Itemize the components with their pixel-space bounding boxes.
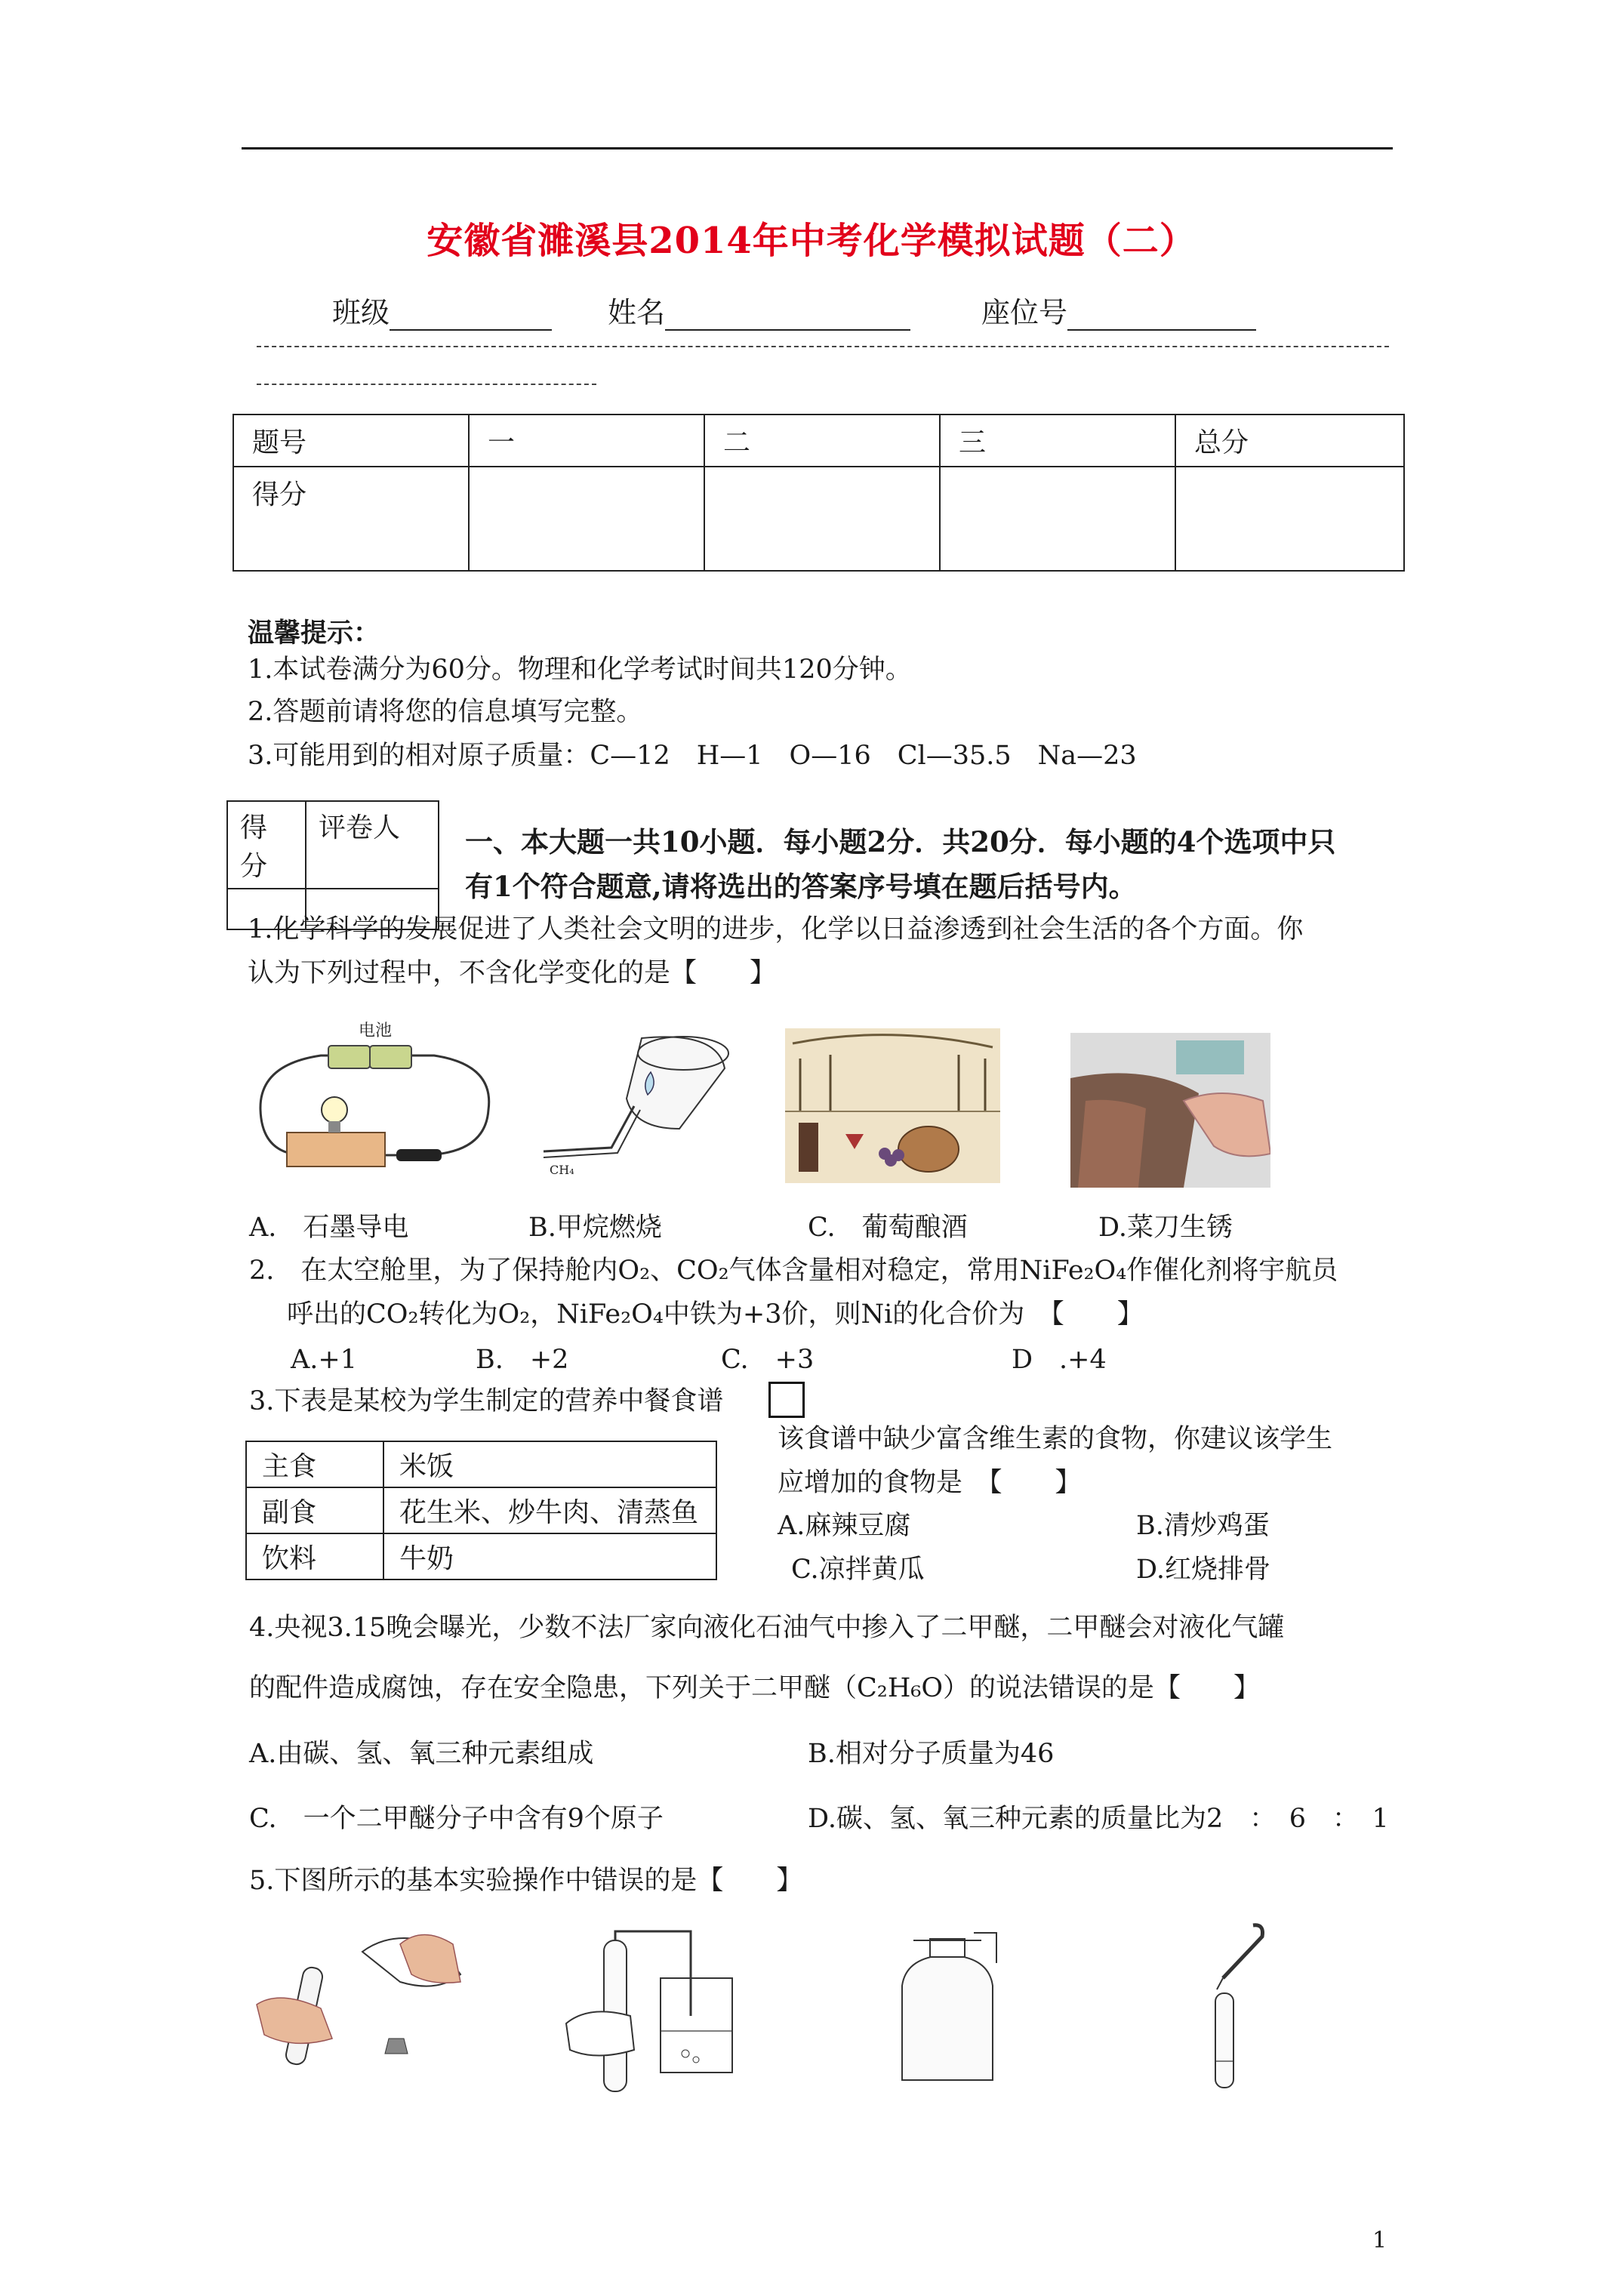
q3-stem: 3.下表是某校为学生制定的营养中餐食谱 bbox=[249, 1386, 724, 1416]
class-label: 班级 bbox=[332, 296, 390, 329]
seat-label: 座位号 bbox=[981, 296, 1068, 329]
q4-stem: 4.央视3.15晚会曝光，少数不法厂家向液化石油气中掺入了二甲醚，二甲醚会对液化气罐 bbox=[249, 1613, 1285, 1643]
q3-stem: 应增加的食物是 【 】 bbox=[778, 1468, 1082, 1498]
score-header-cell: 三 bbox=[940, 415, 1175, 467]
knife-rust-image bbox=[1070, 1033, 1270, 1188]
tips-heading: 温馨提示： bbox=[248, 618, 380, 649]
score-cell[interactable] bbox=[1175, 467, 1404, 571]
class-field[interactable] bbox=[332, 289, 552, 331]
cut-line bbox=[257, 384, 596, 385]
battery-label: 电池 bbox=[359, 1022, 393, 1040]
menu-value: 花生米、炒牛肉、清蒸鱼 bbox=[383, 1487, 716, 1533]
q2-option-b[interactable]: B. +2 bbox=[476, 1345, 569, 1375]
header-rule bbox=[242, 147, 1393, 149]
q2-option-a[interactable]: A.+1 bbox=[291, 1345, 357, 1375]
menu-key: 饮料 bbox=[246, 1533, 383, 1579]
q1-stem: 认为下列过程中，不含化学变化的是【 】 bbox=[248, 958, 777, 988]
score-cell[interactable] bbox=[469, 467, 704, 571]
q2-stem: 2. 在太空舱里，为了保持舱内O₂、CO₂气体含量相对稳定，常用NiFe₂O₄作催化剂将宇航员 bbox=[249, 1256, 1338, 1286]
q3-stem: 该食谱中缺少富含维生素的食物，你建议该学生 bbox=[778, 1424, 1333, 1454]
score-header-cell: 题号 bbox=[233, 415, 469, 467]
menu-key: 主食 bbox=[246, 1441, 383, 1487]
q4-stem: 的配件造成腐蚀，存在安全隐患，下列关于二甲醚（C₂H₆O）的说法错误的是【 】 bbox=[249, 1673, 1261, 1703]
menu-value: 牛奶 bbox=[383, 1533, 716, 1579]
menu-key: 副食 bbox=[246, 1487, 383, 1533]
score-header-cell: 一 bbox=[469, 415, 704, 467]
q1-option-a[interactable]: A. 石墨导电 bbox=[249, 1213, 409, 1243]
q4-option-c[interactable]: C. 一个二甲醚分子中含有9个原子 bbox=[249, 1804, 664, 1834]
q2-option-d[interactable]: D .+4 bbox=[1012, 1345, 1107, 1375]
grader-box bbox=[226, 800, 439, 930]
q1-option-d[interactable]: D.菜刀生锈 bbox=[1098, 1213, 1233, 1243]
q3-option-d[interactable]: D.红烧排骨 bbox=[1136, 1555, 1270, 1585]
q3-checkbox[interactable] bbox=[768, 1382, 805, 1418]
score-cell[interactable] bbox=[704, 467, 940, 571]
q2-stem: 呼出的CO₂转化为O₂，NiFe₂O₄中铁为+3价，则Ni的化合价为 【 】 bbox=[287, 1299, 1144, 1330]
score-header-cell: 二 bbox=[704, 415, 940, 467]
q4-option-b[interactable]: B.相对分子质量为46 bbox=[808, 1739, 1055, 1769]
q5-stem: 5.下图所示的基本实验操作中错误的是【 】 bbox=[249, 1866, 803, 1896]
methane-burning-image bbox=[521, 1023, 747, 1182]
page-number: 1 bbox=[1372, 2227, 1387, 2254]
menu-value: 米饭 bbox=[383, 1441, 716, 1487]
q3-option-b[interactable]: B.清炒鸡蛋 bbox=[1136, 1511, 1270, 1541]
tip-item: 3.可能用到的相对原子质量：C—12 H—1 O—16 Cl—35.5 Na—23 bbox=[248, 741, 1137, 771]
q3-option-c[interactable]: C.凉拌黄瓜 bbox=[791, 1555, 925, 1585]
wine-making-image bbox=[785, 1028, 1000, 1183]
cut-line bbox=[257, 346, 1389, 347]
tip-item: 1.本试卷满分为60分。物理和化学考试时间共120分钟。 bbox=[248, 655, 912, 685]
score-table bbox=[233, 414, 1405, 572]
q4-option-d[interactable]: D.碳、氢、氧三种元素的质量比为2 ： 6 ： 1 bbox=[808, 1804, 1389, 1834]
grader-name-label: 评卷人 bbox=[306, 801, 439, 889]
menu-table bbox=[245, 1441, 717, 1580]
grader-score-label: 得分 bbox=[227, 801, 306, 889]
q1-option-b[interactable]: B.甲烷燃烧 bbox=[528, 1213, 662, 1243]
ch4-label: CH₄ bbox=[550, 1163, 574, 1177]
q1-option-c[interactable]: C. 葡萄酿酒 bbox=[808, 1213, 968, 1243]
airtightness-check-image bbox=[559, 1925, 755, 2103]
q1-stem: 1.化学科学的发展促进了人类社会文明的进步，化学以日益渗透到社会生活的各个方面。你 bbox=[248, 914, 1304, 945]
score-row-label: 得分 bbox=[233, 467, 469, 571]
tip-item: 2.答题前请将您的信息填写完整。 bbox=[248, 697, 643, 727]
q2-option-c[interactable]: C. +3 bbox=[721, 1345, 815, 1375]
gas-bottle-image bbox=[883, 1925, 1012, 2091]
q4-option-a[interactable]: A.由碳、氢、氧三种元素组成 bbox=[249, 1739, 594, 1769]
section-heading: 一、本大题一共10小题．每小题2分．共20分．每小题的4个选项中只 bbox=[465, 825, 1336, 858]
name-label: 姓名 bbox=[608, 296, 666, 329]
name-field[interactable] bbox=[608, 289, 910, 331]
dropper-test-tube-image bbox=[1193, 1918, 1276, 2095]
page-title: 安徽省濉溪县2014年中考化学模拟试题（二） bbox=[427, 220, 1196, 262]
score-header-cell: 总分 bbox=[1175, 415, 1404, 467]
q3-option-a[interactable]: A.麻辣豆腐 bbox=[778, 1511, 911, 1541]
pouring-liquid-image bbox=[249, 1922, 476, 2080]
section-heading: 有1个符合题意,请将选出的答案序号填在题后括号内。 bbox=[465, 870, 1137, 903]
seat-field[interactable] bbox=[981, 289, 1256, 331]
score-cell[interactable] bbox=[940, 467, 1175, 571]
circuit-image bbox=[245, 1012, 502, 1182]
